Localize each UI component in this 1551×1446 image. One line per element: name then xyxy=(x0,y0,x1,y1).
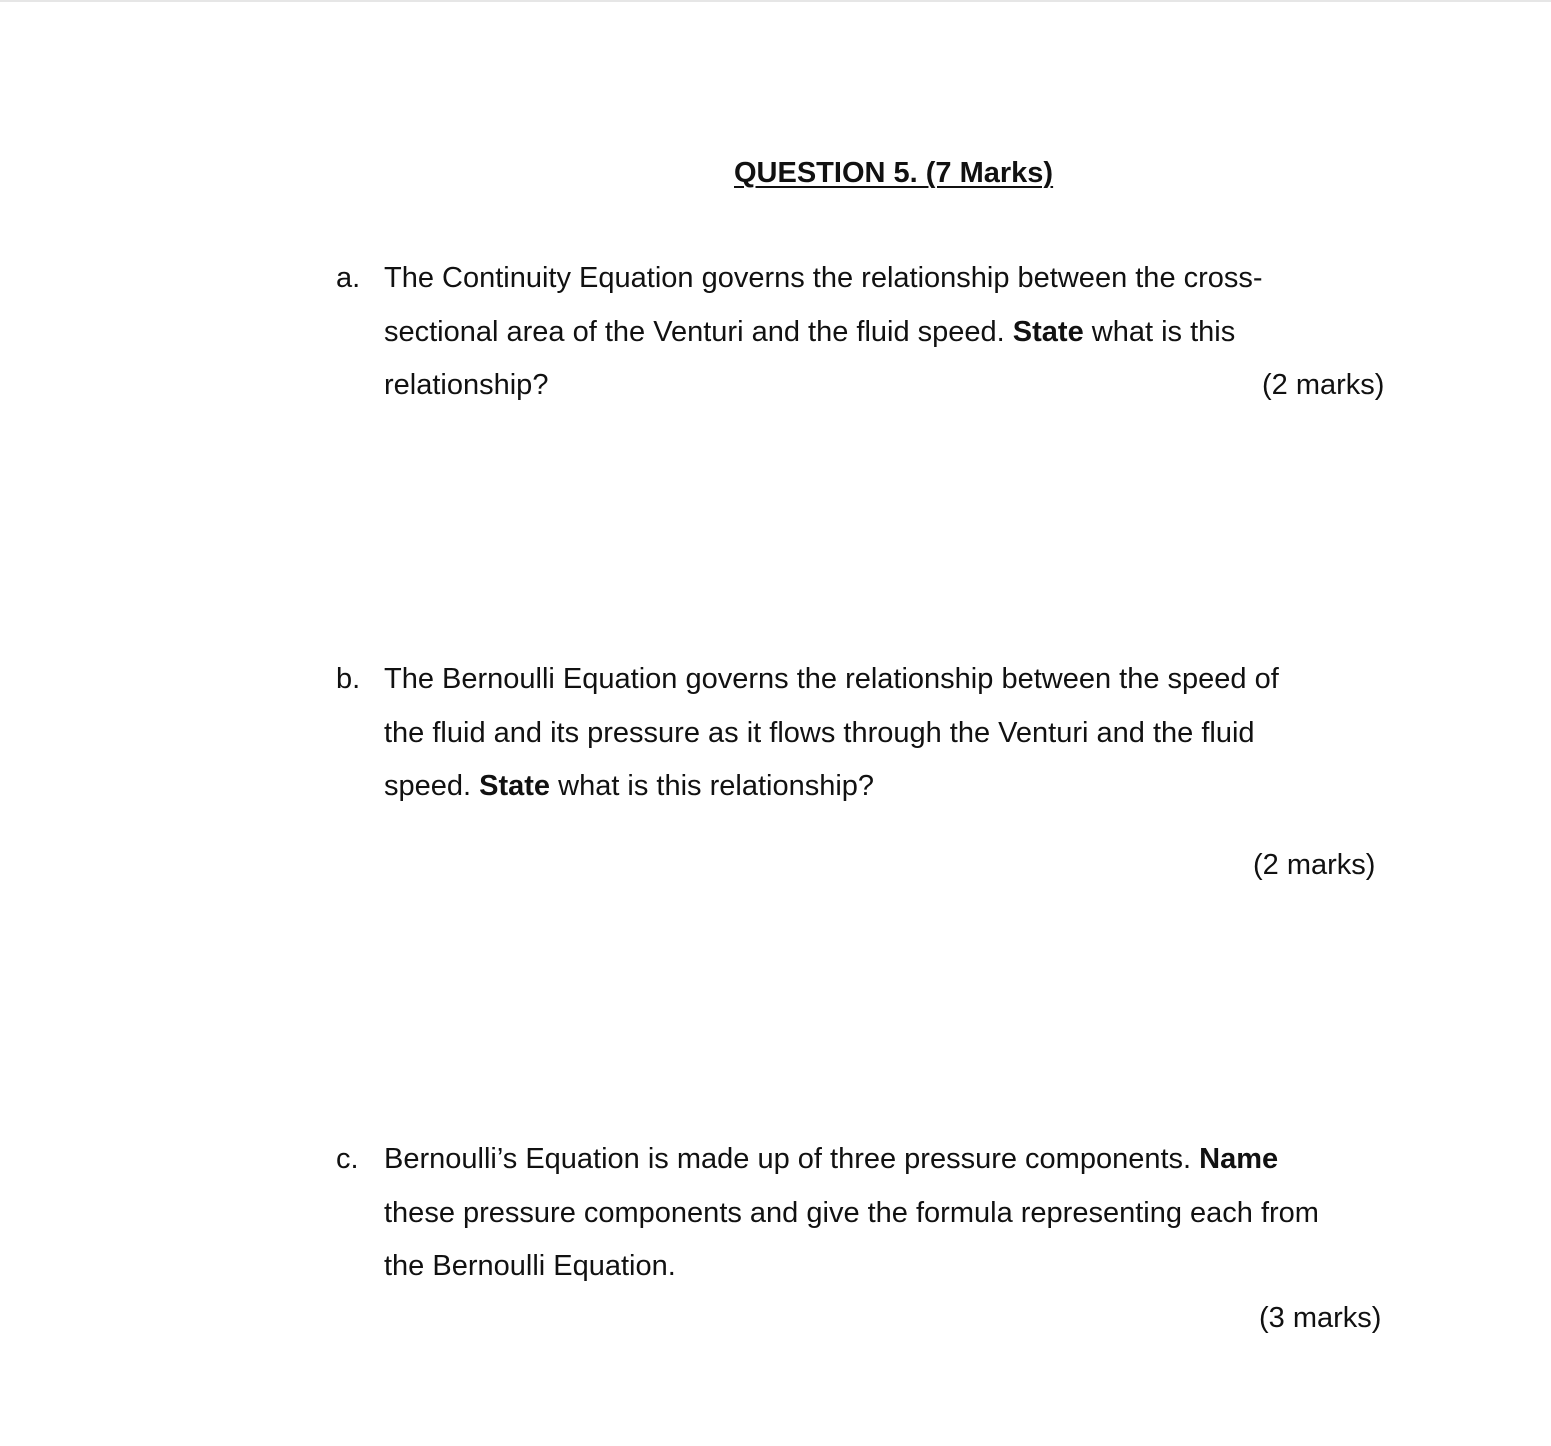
question-title: QUESTION 5. (7 Marks) xyxy=(734,157,1054,189)
question-a-line-2: sectional area of the Venturi and the fluid speed. State what is this xyxy=(384,315,1236,348)
question-a-line-3: relationship? xyxy=(384,369,549,401)
question-c-text xyxy=(384,1133,1319,1294)
question-b-line-2: the fluid and its pressure as it flows through the Venturi and the fluid xyxy=(384,716,1255,749)
question-a-line-1: The Continuity Equation governs the relationship between the cross- xyxy=(384,262,1263,294)
question-c-line-3: the Bernoulli Equation. xyxy=(384,1250,676,1282)
top-border xyxy=(0,0,1551,2)
question-a-marks: (2 marks) xyxy=(1262,369,1385,401)
question-c-letter: c. xyxy=(336,1143,359,1175)
question-b-line-3: speed. State what is this relationship? xyxy=(384,770,875,802)
question-b-text xyxy=(384,653,1279,814)
question-c-marks: (3 marks) xyxy=(1259,1302,1382,1334)
question-c-line-2: these pressure components and give the formula representing each from xyxy=(384,1196,1319,1229)
question-b-line-1: The Bernoulli Equation governs the relationship between the speed of xyxy=(384,663,1279,695)
question-b-marks: (2 marks) xyxy=(1253,849,1376,881)
question-a-letter: a. xyxy=(336,262,361,294)
question-c-line-1: Bernoulli’s Equation is made up of three pressure components. Name xyxy=(384,1143,1279,1175)
question-a-text xyxy=(384,252,1263,413)
question-b-letter: b. xyxy=(336,663,361,695)
